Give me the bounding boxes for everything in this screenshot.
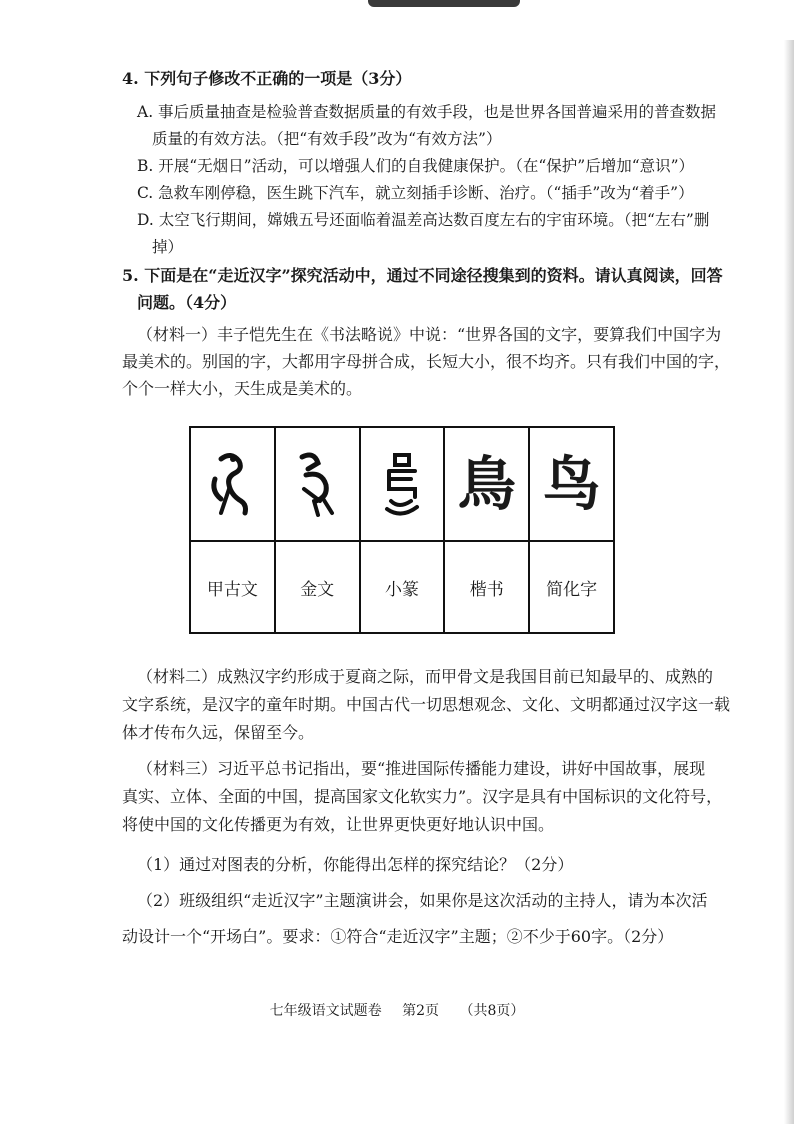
material-1-line3: 个个一样大小，天生成是美术的。 xyxy=(122,379,363,398)
script-name-simplified: 简化字 xyxy=(529,541,614,633)
material-2-line1: （材料二）成熟汉字约形成于夏商之际，而甲骨文是我国目前已知最早的、成熟的 xyxy=(137,667,714,686)
footer-exam-title: 七年级语文试题卷 xyxy=(269,1003,382,1019)
material-1-line1: （材料一）丰子恺先生在《书法略说》中说：“世界各国的文字，要算我们中国字为 xyxy=(137,325,722,344)
page-footer xyxy=(0,1000,794,1020)
bronze-bird-glyph xyxy=(292,449,342,519)
question-4-option-b: B. 开展“无烟日”活动，可以增强人们的自我健康保护。（在“保护”后增加“意识”） xyxy=(137,157,695,175)
page-edge-shadow xyxy=(784,40,794,1124)
footer-page-number: 第2页 xyxy=(402,1003,439,1019)
regular-script-glyph: 鳥 xyxy=(457,450,516,518)
material-3-line2: 真实、立体、全面的中国，提高国家文化软实力”。汉字是具有中国标识的文化符号， xyxy=(122,787,723,806)
sub-question-1: （1）通过对图表的分析，你能得出怎样的探究结论？（2分） xyxy=(137,855,574,874)
oracle-bone-bird-glyph xyxy=(207,449,257,519)
question-4-stem: 4. 下列句子修改不正确的一项是（3分） xyxy=(122,69,412,88)
scan-mark xyxy=(368,0,520,7)
footer-total-pages: （共8页） xyxy=(459,1003,525,1019)
simplified-glyph: 鸟 xyxy=(542,450,601,518)
script-name-small-seal: 小篆 xyxy=(360,541,445,633)
sub-question-2-line1: （2）班级组织“走近汉字”主题演讲会，如果你是这次活动的主持人，请为本次活 xyxy=(137,891,708,910)
script-name-bronze: 金文 xyxy=(275,541,360,633)
regular-script-glyph-cell xyxy=(444,427,529,541)
question-5-stem-line1: 5. 下面是在“走近汉字”探究活动中，通过不同途径搜集到的资料。请认真阅读，回答 xyxy=(122,266,723,285)
script-name-oracle-bone: 甲古文 xyxy=(190,541,275,633)
question-4-option-c: C. 急救车刚停稳，医生跳下汽车，就立刻插手诊断、治疗。（“插手”改为“着手”） xyxy=(137,184,694,202)
script-name-row xyxy=(190,541,614,633)
question-4-option-a-line2: 质量的有效方法。（把“有效手段”改为“有效方法”） xyxy=(152,130,502,148)
glyph-row xyxy=(190,427,614,541)
question-4-option-d-line1: D. 太空飞行期间，嫦娥五号还面临着温差高达数百度左右的宇宙环境。（把“左右”删 xyxy=(137,211,710,229)
material-1-line2: 最美术的。别国的字，大都用字母拼合成，长短大小，很不均齐。只有我们中国的字， xyxy=(122,352,731,371)
small-seal-glyph-cell xyxy=(360,427,445,541)
material-2-line3: 体才传布久远，保留至今。 xyxy=(122,723,315,742)
simplified-glyph-cell xyxy=(529,427,614,541)
material-3-line1: （材料三）习近平总书记指出，要“推进国际传播能力建设，讲好中国故事，展现 xyxy=(137,759,706,778)
small-seal-bird-glyph xyxy=(377,449,427,519)
character-evolution-table xyxy=(189,426,615,634)
oracle-bone-glyph-cell xyxy=(190,427,275,541)
question-5-stem-line2: 问题。（4分） xyxy=(137,293,237,312)
question-4-option-a-line1: A. 事后质量抽查是检验普查数据质量的有效手段，也是世界各国普遍采用的普查数据 xyxy=(137,103,717,121)
question-4-option-d-line2: 掉） xyxy=(152,238,184,256)
sub-question-2-line2: 动设计一个“开场白”。要求：①符合“走近汉字”主题；②不少于60字。（2分） xyxy=(122,927,674,946)
script-name-regular: 楷书 xyxy=(444,541,529,633)
material-3-line3: 将使中国的文化传播更为有效，让世界更快更好地认识中国。 xyxy=(122,815,555,834)
bronze-glyph-cell xyxy=(275,427,360,541)
material-2-line2: 文字系统，是汉字的童年时期。中国古代一切思想观念、文化、文明都通过汉字这一载 xyxy=(122,695,731,714)
